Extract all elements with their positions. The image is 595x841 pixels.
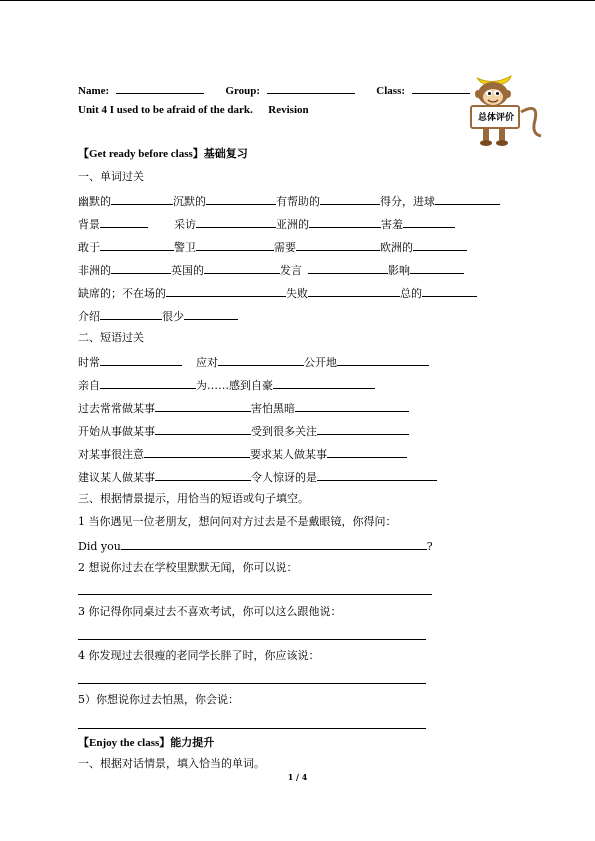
vocab-word: 背景 — [78, 218, 100, 231]
part2-title: 二、短语过关 — [78, 331, 144, 344]
vocab-word: 发言 — [280, 264, 302, 277]
vocab-blank[interactable] — [196, 216, 276, 228]
phrase-blank[interactable] — [100, 354, 182, 366]
vocab-row — [78, 262, 464, 278]
logo-sign-text: 总体评价 — [477, 113, 514, 123]
phrase-blank[interactable] — [100, 377, 196, 389]
section2-part1-title: 一、根据对话情景，填入恰当的单词。 — [78, 757, 265, 770]
group-blank[interactable] — [267, 82, 355, 94]
vocab-word: 总的 — [400, 287, 422, 300]
vocab-blank[interactable] — [111, 262, 171, 274]
phrase-text: 时常 — [78, 356, 100, 369]
vocab-word: 采访 — [174, 218, 196, 231]
unit-title: Unit 4 I used to be afraid of the dark. — [78, 104, 253, 116]
group-label: Group: — [225, 85, 261, 97]
phrase-text: 令人惊讶的是 — [251, 471, 317, 484]
part1-title: 一、单词过关 — [78, 170, 144, 183]
vocab-blank[interactable] — [308, 285, 400, 297]
phrase-text: 应对 — [196, 356, 218, 369]
phrase-row — [78, 354, 429, 370]
vocab-blank[interactable] — [308, 262, 388, 274]
phrase-blank[interactable] — [155, 469, 251, 481]
question-3: 3 你记得你同桌过去不喜欢考试，你可以这么跟他说： — [78, 605, 342, 618]
q1-end-text: ? — [426, 540, 433, 553]
vocab-word: 得分，进球 — [380, 195, 435, 208]
vocab-row — [78, 193, 500, 209]
phrase-text: 开始从事做某事 — [78, 425, 155, 438]
q2-answer-line[interactable] — [78, 594, 432, 595]
name-blank[interactable] — [116, 82, 204, 94]
vocab-blank[interactable] — [403, 216, 455, 228]
vocab-row — [78, 285, 477, 301]
q1-start-text: Did you — [78, 540, 121, 553]
vocab-word: 介绍 — [78, 310, 100, 323]
vocab-word: 亚洲的 — [276, 218, 309, 231]
name-label: Name: — [78, 85, 110, 97]
vocab-word: 幽默的 — [78, 195, 111, 208]
phrase-row — [78, 469, 437, 485]
vocab-blank[interactable] — [309, 216, 381, 228]
vocab-word: 非洲的 — [78, 264, 111, 277]
question-1-answer — [78, 538, 433, 554]
vocab-word: 很少 — [162, 310, 184, 323]
phrase-row — [78, 377, 375, 393]
phrase-row — [78, 423, 409, 439]
vocab-blank[interactable] — [100, 308, 162, 320]
q3-answer-line[interactable] — [78, 639, 426, 640]
q1-answer-blank[interactable] — [121, 538, 427, 550]
vocab-word: 沉默的 — [173, 195, 206, 208]
page-number: 1 / 4 — [287, 772, 308, 782]
phrase-text: 亲自 — [78, 379, 100, 392]
unit-title-line — [78, 103, 309, 117]
vocab-word: 害羞 — [381, 218, 403, 231]
phrase-text: 过去常常做某事 — [78, 402, 155, 415]
phrase-blank[interactable] — [273, 377, 375, 389]
vocab-blank[interactable] — [320, 193, 380, 205]
header-line — [78, 82, 470, 98]
vocab-blank[interactable] — [184, 308, 238, 320]
phrase-blank[interactable] — [337, 354, 429, 366]
section1-heading: 【Get ready before class】基础复习 — [78, 148, 248, 160]
part3-title: 三、根据情景提示，用恰当的短语或句子填空。 — [78, 492, 309, 505]
vocab-blank[interactable] — [166, 285, 286, 297]
vocab-row — [78, 308, 238, 324]
question-5: 5）你想说你过去怕黑，你会说： — [78, 693, 239, 706]
vocab-blank[interactable] — [111, 193, 173, 205]
phrase-text: 公开地 — [304, 356, 337, 369]
vocab-blank[interactable] — [100, 239, 174, 251]
section2-heading: 【Enjoy the class】能力提升 — [78, 737, 215, 749]
phrase-text: 对某事很注意 — [78, 448, 144, 461]
q5-answer-line[interactable] — [78, 728, 426, 729]
vocab-blank[interactable] — [204, 262, 280, 274]
vocab-blank[interactable] — [296, 239, 380, 251]
phrase-blank[interactable] — [155, 423, 251, 435]
vocab-word: 英国的 — [171, 264, 204, 277]
class-blank[interactable] — [412, 82, 470, 94]
phrase-text: 建议某人做某事 — [78, 471, 155, 484]
phrase-blank[interactable] — [144, 446, 250, 458]
vocab-word: 失败 — [286, 287, 308, 300]
vocab-word: 需要 — [274, 241, 296, 254]
phrase-blank[interactable] — [218, 354, 304, 366]
phrase-blank[interactable] — [327, 446, 407, 458]
phrase-blank[interactable] — [317, 469, 437, 481]
top-rule — [0, 0, 595, 1]
question-4: 4 你发现过去很瘦的老同学长胖了时，你应该说： — [78, 649, 320, 662]
vocab-word: 有帮助的 — [276, 195, 320, 208]
vocab-blank[interactable] — [410, 262, 464, 274]
phrase-blank[interactable] — [295, 400, 409, 412]
question-1: 1 当你遇见一位老朋友，想问问对方过去是不是戴眼镜，你得问： — [78, 515, 397, 528]
q4-answer-line[interactable] — [78, 683, 426, 684]
phrase-row — [78, 400, 409, 416]
vocab-word: 欧洲的 — [380, 241, 413, 254]
vocab-blank[interactable] — [422, 285, 477, 297]
question-2: 2 想说你过去在学校里默默无闻，你可以说： — [78, 561, 298, 574]
vocab-word: 敢于 — [78, 241, 100, 254]
revision-label: Revision — [268, 104, 309, 116]
vocab-blank[interactable] — [206, 193, 276, 205]
phrase-text: 受到很多关注 — [251, 425, 317, 438]
vocab-blank[interactable] — [100, 216, 148, 228]
phrase-blank[interactable] — [155, 400, 251, 412]
vocab-blank[interactable] — [413, 239, 467, 251]
vocab-blank[interactable] — [196, 239, 274, 251]
vocab-blank[interactable] — [435, 193, 500, 205]
phrase-row — [78, 446, 407, 462]
vocab-row — [78, 216, 455, 232]
vocab-word: 缺席的；不在场的 — [78, 287, 166, 300]
vocab-word: 影响 — [388, 264, 410, 277]
phrase-text: 为……感到自豪 — [196, 379, 273, 392]
vocab-row — [78, 239, 467, 255]
class-label: Class: — [376, 85, 406, 97]
phrase-text: 要求某人做某事 — [250, 448, 327, 461]
phrase-blank[interactable] — [317, 423, 409, 435]
phrase-text: 害怕黑暗 — [251, 402, 295, 415]
vocab-word: 警卫 — [174, 241, 196, 254]
